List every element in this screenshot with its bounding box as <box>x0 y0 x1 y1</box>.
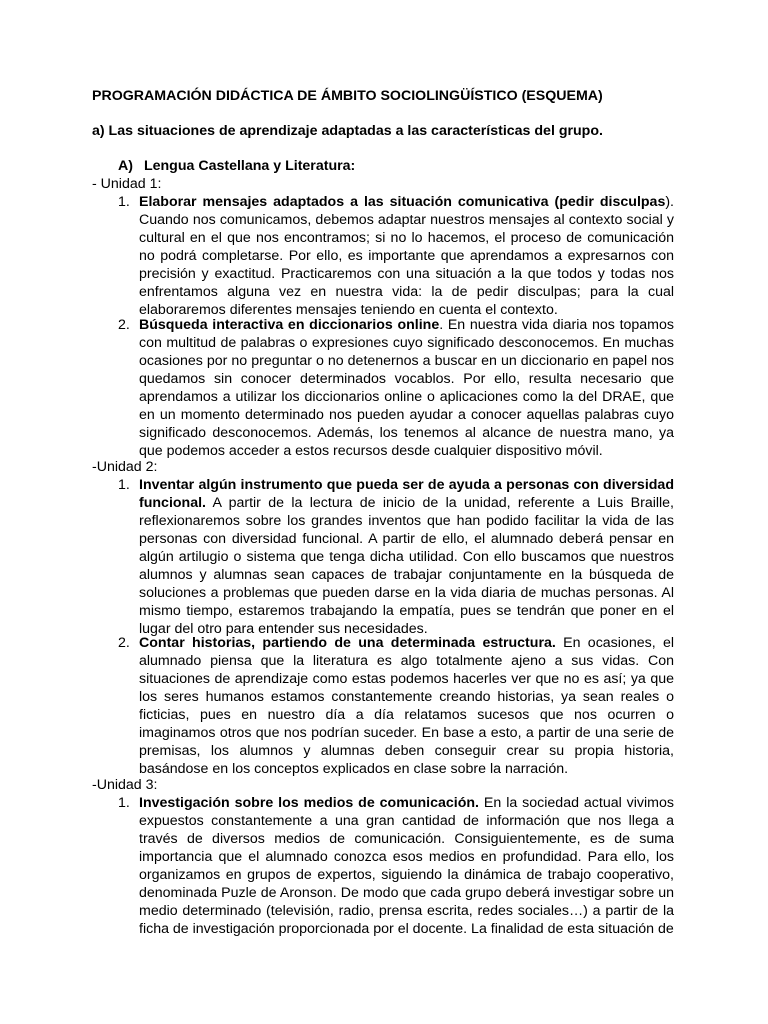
list-item-heading: Búsqueda interactiva en diccionarios online <box>139 317 440 333</box>
list-item-text <box>139 794 674 938</box>
list-item <box>118 634 674 778</box>
list-item-text <box>139 634 674 778</box>
unit-label: - Unidad 1: <box>92 176 162 192</box>
list-item <box>118 476 674 638</box>
list-item-heading: Inventar algún instrumento que pueda ser de ayuda a personas con diversidad funcional. <box>139 477 674 511</box>
list-item-heading: Elaborar mensajes adaptados a las situación comunicativa (pedir disculpas <box>139 194 666 210</box>
subject-heading <box>118 157 355 175</box>
subject-label: Lengua Castellana y Literatura: <box>143 158 356 174</box>
list-item-number: 2. <box>118 635 130 651</box>
list-item-text <box>139 316 674 460</box>
unit-label: -Unidad 2: <box>92 459 158 475</box>
list-item-heading: Contar historias, partiendo de una determinada estructura. <box>139 635 556 651</box>
list-item-body: En la sociedad actual vivimos expuestos constantemente a una gran cantidad de información que nos llega a través de diversos medios de comunicación. Consiguientemente, es de suma importancia que el alumnado conozca esos medios en profundidad. Para ello, los organizamos en grupos de expertos, siguiendo la dinámica de trabajo cooperativo, denominada Puzle de Aronson. De modo que cada grupo deberá investigar sobre un medio determinado (televisión, radio, prensa escrita, redes sociales…) a partir de la ficha de investigación proporcionada por el docente. La finalidad de esta situación de <box>139 795 674 937</box>
list-item <box>118 193 674 319</box>
list-item-body: En ocasiones, el alumnado piensa que la literatura es algo totalmente ajeno a sus vidas. Con situaciones de aprendizaje como estas podemos hacerles ver que no es así; ya que los seres humanos estamos constantemente creando historias, ya sean reales o ficticias, pues en nuestro día a día relatamos sucesos que nos ocurren o imaginamos otros que nos podrían suceder. En base a esto, a partir de una serie de premisas, los alumnos y alumnas deben conseguir crear su propia historia, basándose en los conceptos explicados en clase sobre la narración. <box>139 635 674 777</box>
list-item-body: A partir de la lectura de inicio de la unidad, referente a Luis Braille, reflexionaremos sobre los grandes inventos que han podido facilitar la vida de las personas con diversidad funcional. A partir de ello, el alumnado deberá pensar en algún artilugio o sistema que tenga dicha utilidad. Con ello buscamos que nuestros alumnos y alumnas sean capaces de trabajar conjuntamente en la búsqueda de soluciones a problemas que pueden darse en la vida diaria de muchas personas. Al mismo tiempo, estaremos trabajando la empatía, pues se tendrán que poner en el lugar del otro para entender sus necesidades. <box>139 495 674 637</box>
list-item <box>118 794 674 938</box>
list-item-number: 1. <box>118 795 130 811</box>
list-item-text <box>139 476 674 638</box>
list-item-text <box>139 193 674 319</box>
section-heading: a) Las situaciones de aprendizaje adaptadas a las características del grupo. <box>92 123 603 139</box>
list-item <box>118 316 674 460</box>
list-item-heading: Investigación sobre los medios de comunicación. <box>139 795 479 811</box>
unit-label: -Unidad 3: <box>92 777 158 793</box>
list-item-body: . En nuestra vida diaria nos topamos con multitud de palabras o expresiones cuyo significado desconocemos. En muchas ocasiones por no preguntar o no detenernos a buscar en un diccionario en papel nos quedamos sin conocer determinados vocablos. Por ello, resulta necesario que aprendamos a utilizar los diccionarios online o aplicaciones como la del DRAE, que en un momento determinado nos pueden ayudar a conocer aquellas palabras cuyo significado desconocemos. Además, los tenemos al alcance de nuestra mano, ya que podemos acceder a estos recursos desde cualquier dispositivo móvil. <box>139 317 674 459</box>
list-item-number: 2. <box>118 317 130 333</box>
list-item-number: 1. <box>118 477 130 493</box>
subject-number: A) <box>118 158 133 174</box>
list-item-body: ). Cuando nos comunicamos, debemos adaptar nuestros mensajes al contexto social y cultural en el que nos encontramos; si no lo hacemos, el proceso de comunicación no podrá completarse. Por ello, es importante que aprendamos a expresarnos con precisión y exactitud. Practicaremos con una situación a la que todos y todas nos enfrentamos alguna vez en nuestra vida: la de pedir disculpas; para la cual elaboraremos diferentes mensajes teniendo en cuenta el contexto. <box>139 194 674 318</box>
document-title: PROGRAMACIÓN DIDÁCTICA DE ÁMBITO SOCIOLINGÜÍSTICO (ESQUEMA) <box>92 88 603 104</box>
list-item-number: 1. <box>118 194 130 210</box>
